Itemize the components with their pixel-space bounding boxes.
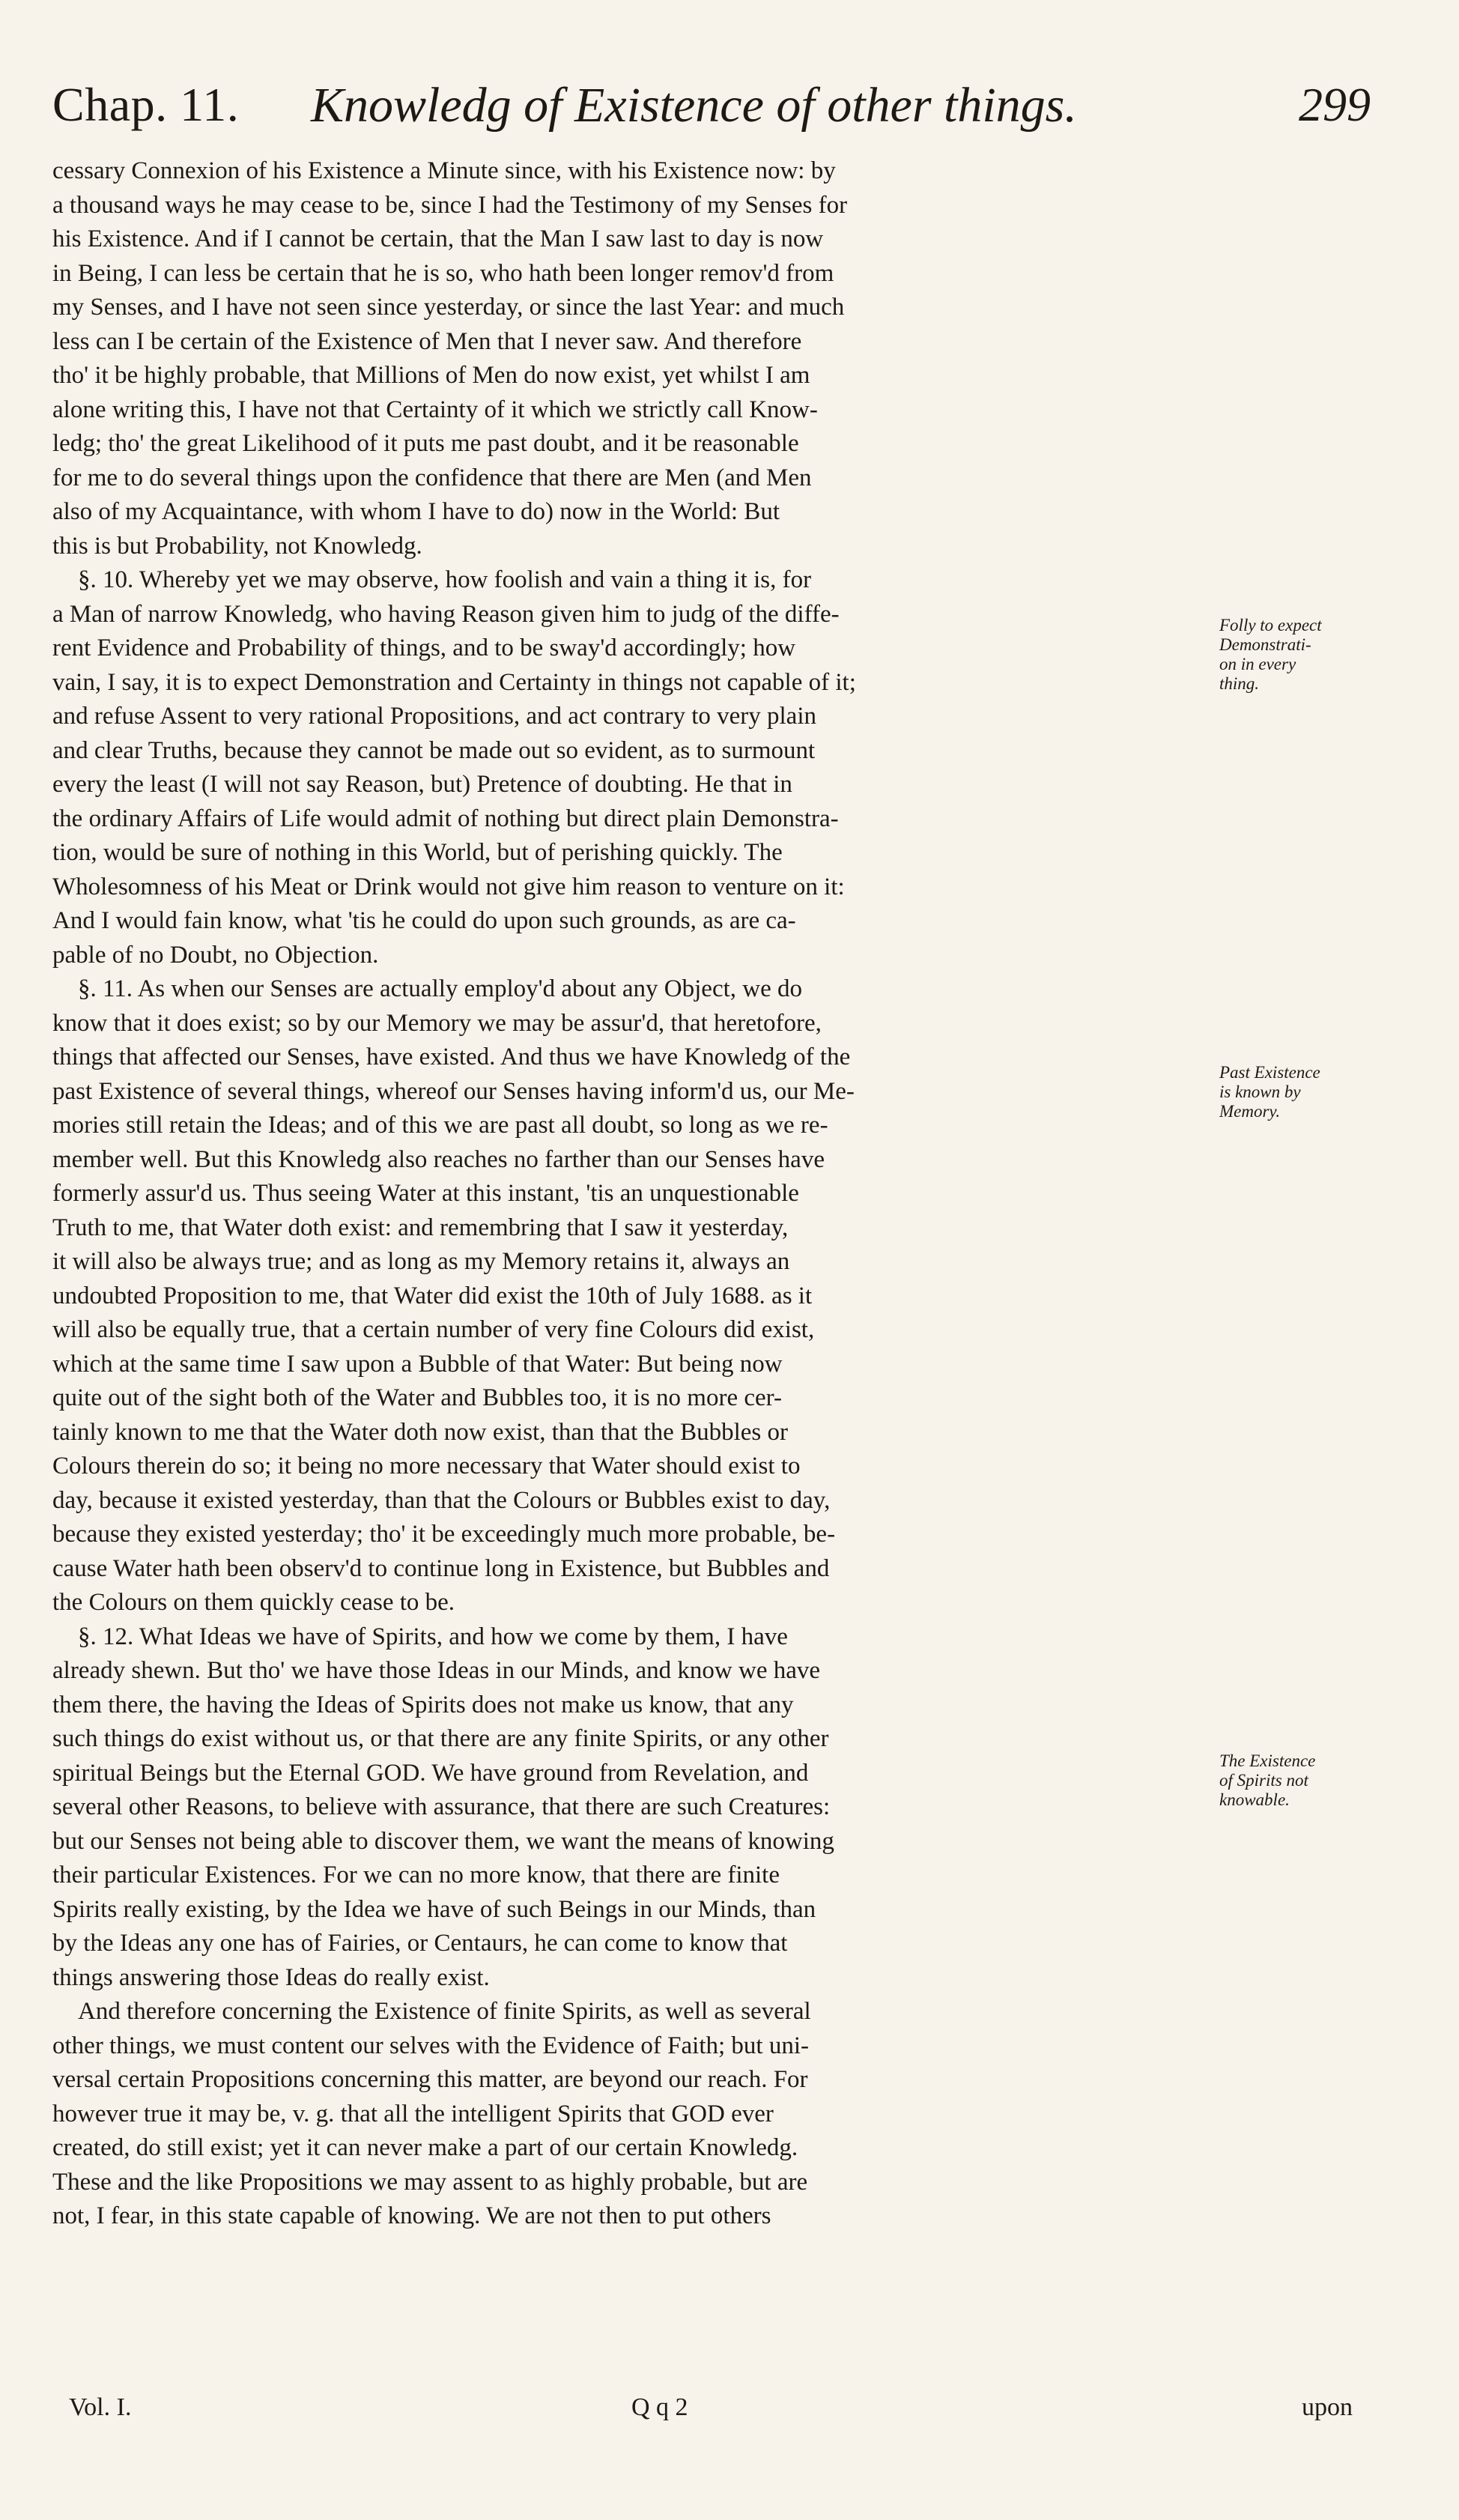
margin-note-line: on in every (1219, 655, 1296, 673)
text-line: rent Evidence and Probability of things, and to be sway'd accordingly; how (52, 634, 796, 661)
text-line: versal certain Propositions concerning this matter, are beyond our reach. For (52, 2066, 808, 2093)
text-line: And I would fain know, what 'tis he could do upon such grounds, as are ca- (52, 907, 796, 934)
text-line: however true it may be, v. g. that all the intelligent Spirits that GOD ever (52, 2100, 774, 2127)
text-line: formerly assur'd us. Thus seeing Water at this instant, 'tis an unquestionable (52, 1180, 799, 1207)
text-line: less can I be certain of the Existence of Men that I never saw. And therefore (52, 327, 802, 355)
text-line: several other Reasons, to believe with assurance, that there are such Creatures: (52, 1793, 831, 1820)
text-line: because they existed yesterday; tho' it be exceedingly much more probable, be- (52, 1521, 836, 1548)
text-line: their particular Existences. For we can no more know, that there are finite (52, 1862, 780, 1889)
text-line: past Existence of several things, whereof our Senses having inform'd us, our Me- (52, 1077, 855, 1105)
text-line: things that affected our Senses, have existed. And thus we have Knowledg of the (52, 1044, 851, 1070)
text-line: for me to do several things upon the confidence that there are Men (and Men (52, 464, 812, 491)
text-line: cessary Connexion of his Existence a Minute since, with his Existence now: by (52, 157, 836, 184)
text-line: day, because it existed yesterday, than that the Colours or Bubbles exist to day, (52, 1486, 831, 1514)
text-line: every the least (I will not say Reason, but) Pretence of doubting. He that in (52, 771, 792, 798)
text-line: spiritual Beings but the Eternal GOD. We have ground from Revelation, and (52, 1759, 809, 1787)
text-line: not, I fear, in this state capable of knowing. We are not then to put others (52, 2202, 771, 2229)
page-number: 299 (1299, 78, 1371, 131)
text-line: in Being, I can less be certain that he is so, who hath been longer remov'd from (52, 259, 834, 287)
text-line: And therefore concerning the Existence of finite Spirits, as well as several (78, 1998, 811, 2025)
margin-note-line: Folly to expect (1219, 616, 1322, 634)
margin-note-line: of Spirits not (1219, 1771, 1308, 1790)
margin-note-folly (1219, 616, 1360, 694)
text-line: Truth to me, that Water doth exist: and remembring that I saw it yesterday, (52, 1214, 789, 1241)
page-header (52, 78, 1371, 148)
text-line: tion, would be sure of nothing in this World, but of perishing quickly. The (52, 839, 783, 866)
text-line: will also be equally true, that a certain number of very fine Colours did exist, (52, 1316, 815, 1343)
text-line: them there, the having the Ideas of Spirits does not make us know, that any (52, 1691, 794, 1718)
paragraph-4 (52, 1620, 1212, 1996)
margin-note-line: The Existence (1219, 1751, 1316, 1770)
paragraph-1 (52, 154, 1212, 563)
volume-label: Vol. I. (69, 2393, 132, 2421)
chapter-label: Chap. 11. (52, 78, 240, 131)
margin-note-line: Demonstrati- (1219, 635, 1311, 654)
text-line: vain, I say, it is to expect Demonstration and Certainty in things not capable of it; (52, 668, 856, 696)
text-line: already shewn. But tho' we have those Ideas in our Minds, and know we have (52, 1657, 821, 1684)
text-line: tho' it be highly probable, that Millions of Men do now exist, yet whilst I am (52, 362, 810, 389)
running-title: Knowledg of Existence of other things. (311, 78, 1077, 133)
paragraph-3 (52, 972, 1212, 1620)
text-line: and refuse Assent to very rational Propositions, and act contrary to very plain (52, 703, 816, 730)
text-line: other things, we must content our selves with the Evidence of Faith; but uni- (52, 2032, 809, 2059)
text-line: undoubted Proposition to me, that Water did exist the 10th of July 1688. as it (52, 1282, 813, 1309)
text-line: pable of no Doubt, no Objection. (52, 941, 379, 969)
text-line: but our Senses not being able to discover them, we want the means of knowing (52, 1827, 834, 1855)
margin-note-line: Past Existence (1219, 1063, 1320, 1082)
text-line: Colours therein do so; it being no more necessary that Water should exist to (52, 1453, 801, 1479)
text-line: Wholesomness of his Meat or Drink would not give him reason to venture on it: (52, 873, 845, 900)
text-line: this is but Probability, not Knowledg. (52, 532, 422, 560)
text-line: and clear Truths, because they cannot be made out so evident, as to surmount (52, 736, 816, 764)
text-line: the ordinary Affairs of Life would admit of nothing but direct plain Demonstra- (52, 805, 839, 832)
margin-note-line: knowable. (1219, 1790, 1290, 1809)
text-line: his Existence. And if I cannot be certain, that the Man I saw last to day is now (52, 225, 824, 252)
section-line: §. 11. As when our Senses are actually employ'd about any Object, we do (78, 975, 802, 1002)
text-line: Spirits really existing, by the Idea we have of such Beings in our Minds, than (52, 1895, 816, 1923)
text-line: also of my Acquaintance, with whom I have to do) now in the World: But (52, 498, 780, 525)
margin-note-memory (1219, 1063, 1360, 1121)
section-line: §. 12. What Ideas we have of Spirits, and how we come by them, I have (78, 1623, 788, 1650)
text-line: by the Ideas any one has of Fairies, or Centaurs, he can come to know that (52, 1930, 788, 1957)
text-line: a thousand ways he may cease to be, since I had the Testimony of my Senses for (52, 191, 848, 219)
text-line: which at the same time I saw upon a Bubble of that Water: But being now (52, 1350, 783, 1378)
margin-note-line: Memory. (1219, 1102, 1281, 1121)
text-line: things answering those Ideas do really exist. (52, 1963, 490, 1991)
text-line: it will also be always true; and as long as my Memory retains it, always an (52, 1248, 790, 1275)
text-line: created, do still exist; yet it can never make a part of our certain Knowledg. (52, 2134, 798, 2161)
text-line: ledg; tho' the great Likelihood of it puts me past doubt, and it be reasonable (52, 430, 799, 457)
text-line: alone writing this, I have not that Certainty of it which we strictly call Know- (52, 396, 818, 423)
text-line: the Colours on them quickly cease to be. (52, 1589, 455, 1616)
paragraph-5 (52, 1995, 1212, 2234)
text-line: These and the like Propositions we may assent to as highly probable, but are (52, 2168, 808, 2196)
text-line: my Senses, and I have not seen since yesterday, or since the last Year: and much (52, 294, 845, 321)
text-line: such things do exist without us, or that there are any finite Spirits, or any other (52, 1725, 829, 1752)
page-footer (52, 2395, 1371, 2432)
margin-note-line: is known by (1219, 1082, 1301, 1101)
text-line: mories still retain the Ideas; and of this we are past all doubt, so long as we re- (52, 1112, 828, 1139)
text-line: tainly known to me that the Water doth now exist, than that the Bubbles or (52, 1418, 788, 1446)
section-line: §. 10. Whereby yet we may observe, how foolish and vain a thing it is, for (78, 566, 812, 593)
catchword: upon (1302, 2393, 1353, 2421)
text-line: quite out of the sight both of the Water and Bubbles too, it is no more cer- (52, 1384, 782, 1411)
margin-note-spirits (1219, 1751, 1360, 1810)
text-line: member well. But this Knowledg also reaches no farther than our Senses have (52, 1145, 825, 1173)
text-line: cause Water hath been observ'd to continue long in Existence, but Bubbles and (52, 1554, 830, 1582)
text-line: a Man of narrow Knowledg, who having Reason given him to judg of the diffe- (52, 600, 840, 628)
paragraph-2 (52, 563, 1212, 972)
text-line: know that it does exist; so by our Memory we may be assur'd, that heretofore, (52, 1009, 822, 1037)
main-text (52, 154, 1212, 2454)
signature-mark: Q q 2 (631, 2393, 688, 2421)
margin-note-line: thing. (1219, 674, 1260, 693)
